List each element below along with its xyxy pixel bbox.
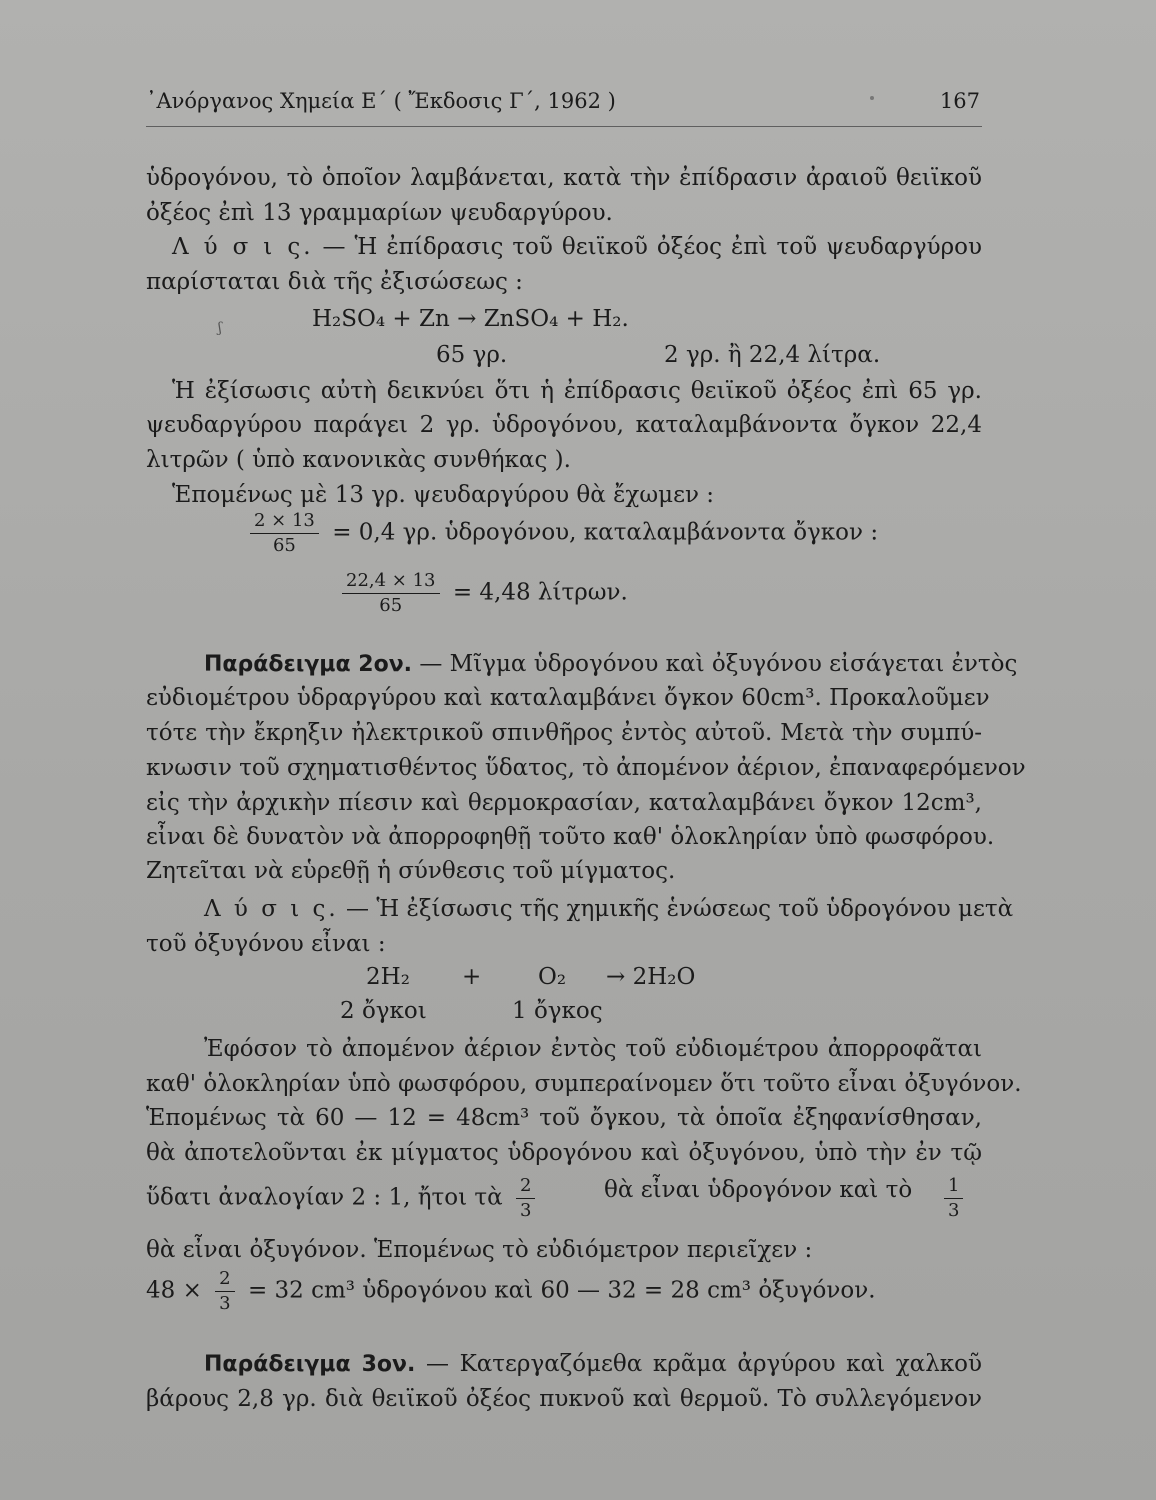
text-line: Ἑπομένως μὲ 13 γρ. ψευδαργύρου θὰ ἔχωμεν : [172, 482, 715, 508]
text-line: Ἐφόσον τὸ ἀπομένον ἀέριον ἐντὸς τοῦ εὐδιομέτρου ἀπορροφᾶται [204, 1036, 982, 1062]
text-line: εὐδιομέτρου ὑδραργύρου καὶ καταλαμβάνει ὄγκον 60cm³. Προκαλοῦμεν [146, 685, 990, 711]
calculation-3 [146, 1268, 876, 1315]
example-3-heading: Παράδειγμα 3ον. [204, 1352, 416, 1377]
denominator: 65 [272, 535, 296, 556]
calculation-1 [244, 510, 878, 557]
fraction [944, 1175, 963, 1222]
calculation-result: = 0,4 γρ. ὑδρογόνου, καταλαμβάνοντα ὄγκον : [332, 519, 879, 546]
text-line: θὰ ἀποτελοῦνται ἐκ μίγματος ὑδρογόνου καὶ ὀξυγόνου, ὑπὸ τὴν ἐν τῷ [146, 1140, 982, 1166]
equation-2-product: → 2H₂O [606, 964, 696, 990]
numerator: 2 × 13 [250, 510, 319, 534]
fraction [215, 1268, 234, 1315]
print-speck [870, 96, 874, 100]
numerator: 2 [516, 1175, 535, 1199]
solution-text: — Ἡ ἐπίδρασις τοῦ θειϊκοῦ ὀξέος ἐπὶ τοῦ ψευδαργύρου [313, 234, 982, 260]
text-line: βάρους 2,8 γρ. διὰ θειϊκοῦ ὀξέος πυκνοῦ καὶ θερμοῦ. Τὸ συλλεγόμενον [146, 1386, 982, 1412]
denominator: 3 [948, 1200, 960, 1221]
numerator: 2 [215, 1268, 234, 1292]
equation-1: H₂SO₄ + Zn → ZnSO₄ + H₂. [312, 306, 629, 332]
ratio-fraction-b [938, 1175, 969, 1222]
equation-2-plus: + [462, 964, 482, 990]
example-3-text: — Κατεργαζόμεθα κρᾶμα ἀργύρου καὶ χαλκοῦ [415, 1351, 982, 1377]
header-rule [146, 126, 982, 127]
example-2-line [204, 649, 1018, 680]
ratio-line-part-1 [146, 1175, 541, 1222]
page-number: 167 [939, 89, 980, 113]
text-line: παρίσταται διὰ τῆς ἐξισώσεως : [146, 269, 523, 295]
ratio-text: ὕδατι ἀναλογίαν 2 : 1, ἤτοι τὰ [146, 1184, 503, 1211]
text-line: θὰ εἶναι ὀξυγόνον. Ἑπομένως τὸ εὐδιόμετρον περιεῖχεν : [146, 1237, 813, 1263]
ratio-text: θὰ εἶναι ὑδρογόνον καὶ τὸ [604, 1177, 913, 1203]
solution-label: Λ ύ σ ι ς. [172, 234, 314, 260]
text-line: τότε τὴν ἔκρηξιν ἠλεκτρικοῦ σπινθῆρος ἐντὸς αὐτοῦ. Μετὰ τὴν συμπύ- [146, 720, 982, 746]
text-line: τοῦ ὀξυγόνου εἶναι : [146, 931, 386, 957]
equation-1-product: 2 γρ. ἢ 22,4 λίτρα. [664, 342, 881, 368]
calculation-factor: 48 × [146, 1277, 202, 1304]
text-line: εἶναι δὲ δυνατὸν νὰ ἀπορροφηθῇ τοῦτο καθ' ὁλοκληρίαν ὑπὸ φωσφόρου. [146, 824, 995, 850]
text-line: κνωσιν τοῦ σχηματισθέντος ὕδατος, τὸ ἀπομένον ἀέριον, ἐπαναφερόμενον [146, 755, 1026, 781]
fraction [516, 1175, 535, 1222]
equation-2-volume-2: 1 ὄγκος [512, 998, 603, 1024]
text-line: ὑδρογόνου, τὸ ὁποῖον λαμβάνεται, κατὰ τὴν ἐπίδρασιν ἀραιοῦ θειϊκοῦ [146, 165, 982, 191]
text-line: ψευδαργύρου παράγει 2 γρ. ὑδρογόνου, καταλαμβάνοντα ὄγκον 22,4 [146, 412, 982, 438]
fraction [342, 570, 440, 617]
fraction [250, 510, 319, 557]
denominator: 3 [219, 1293, 231, 1314]
text-line: Ἡ ἐξίσωσις αὐτὴ δεικνύει ὅτι ἡ ἐπίδρασις θειϊκοῦ ὀξέος ἐπὶ 65 γρ. [172, 378, 982, 404]
solution-2-line [204, 894, 1014, 924]
numerator: 1 [944, 1175, 963, 1199]
solution-1-line [172, 232, 982, 262]
calculation-2 [336, 570, 628, 617]
equation-2-h2: 2H₂ [366, 964, 410, 990]
text-line: ὀξέος ἐπὶ 13 γραμμαρίων ψευδαργύρου. [146, 200, 613, 226]
example-2-heading: Παράδειγμα 2ον. [204, 652, 413, 677]
text-line: εἰς τὴν ἀρχικὴν πίεσιν καὶ θερμοκρασίαν, καταλαμβάνει ὄγκον 12cm³, [146, 790, 982, 816]
margin-mark: ʃ [218, 320, 222, 336]
header-title: ᾿Ανόργανος Χημεία Ε΄ ( Ἔκδοσις Γ΄, 1962 ) [146, 89, 616, 113]
numerator: 22,4 × 13 [342, 570, 440, 594]
calculation-result: = 4,48 λίτρων. [452, 579, 628, 606]
text-line: Ζητεῖται νὰ εὑρεθῇ ἡ σύνθεσις τοῦ μίγματος. [146, 858, 676, 884]
example-3-line [204, 1349, 982, 1380]
solution-label: Λ ύ σ ι ς. [204, 896, 339, 922]
denominator: 65 [379, 595, 403, 616]
equation-2-volume-1: 2 ὄγκοι [340, 998, 427, 1024]
solution-text: — Ἡ ἐξίσωσις τῆς χημικῆς ἑνώσεως τοῦ ὑδρογόνου μετὰ [338, 896, 1014, 922]
text-line: Ἑπομένως τὰ 60 — 12 = 48cm³ τοῦ ὄγκου, τὰ ὁποῖα ἐξηφανίσθησαν, [146, 1105, 982, 1131]
calculation-result: = 32 cm³ ὑδρογόνου καὶ 60 — 32 = 28 cm³ ὀξυγόνον. [247, 1277, 876, 1304]
equation-2-o2: O₂ [538, 964, 567, 990]
equation-1-mass: 65 γρ. [436, 342, 508, 368]
denominator: 3 [519, 1200, 532, 1221]
example-2-text: — Μῖγμα ὑδρογόνου καὶ ὀξυγόνου εἰσάγεται ἐντὸς [412, 651, 1018, 677]
ratio-line-part-2 [604, 1175, 912, 1205]
text-line: λιτρῶν ( ὑπὸ κανονικὰς συνθήκας ). [146, 447, 571, 473]
text-line: καθ' ὁλοκληρίαν ὑπὸ φωσφόρου, συμπεραίνομεν ὅτι τοῦτο εἶναι ὀξυγόνον. [146, 1071, 1022, 1097]
